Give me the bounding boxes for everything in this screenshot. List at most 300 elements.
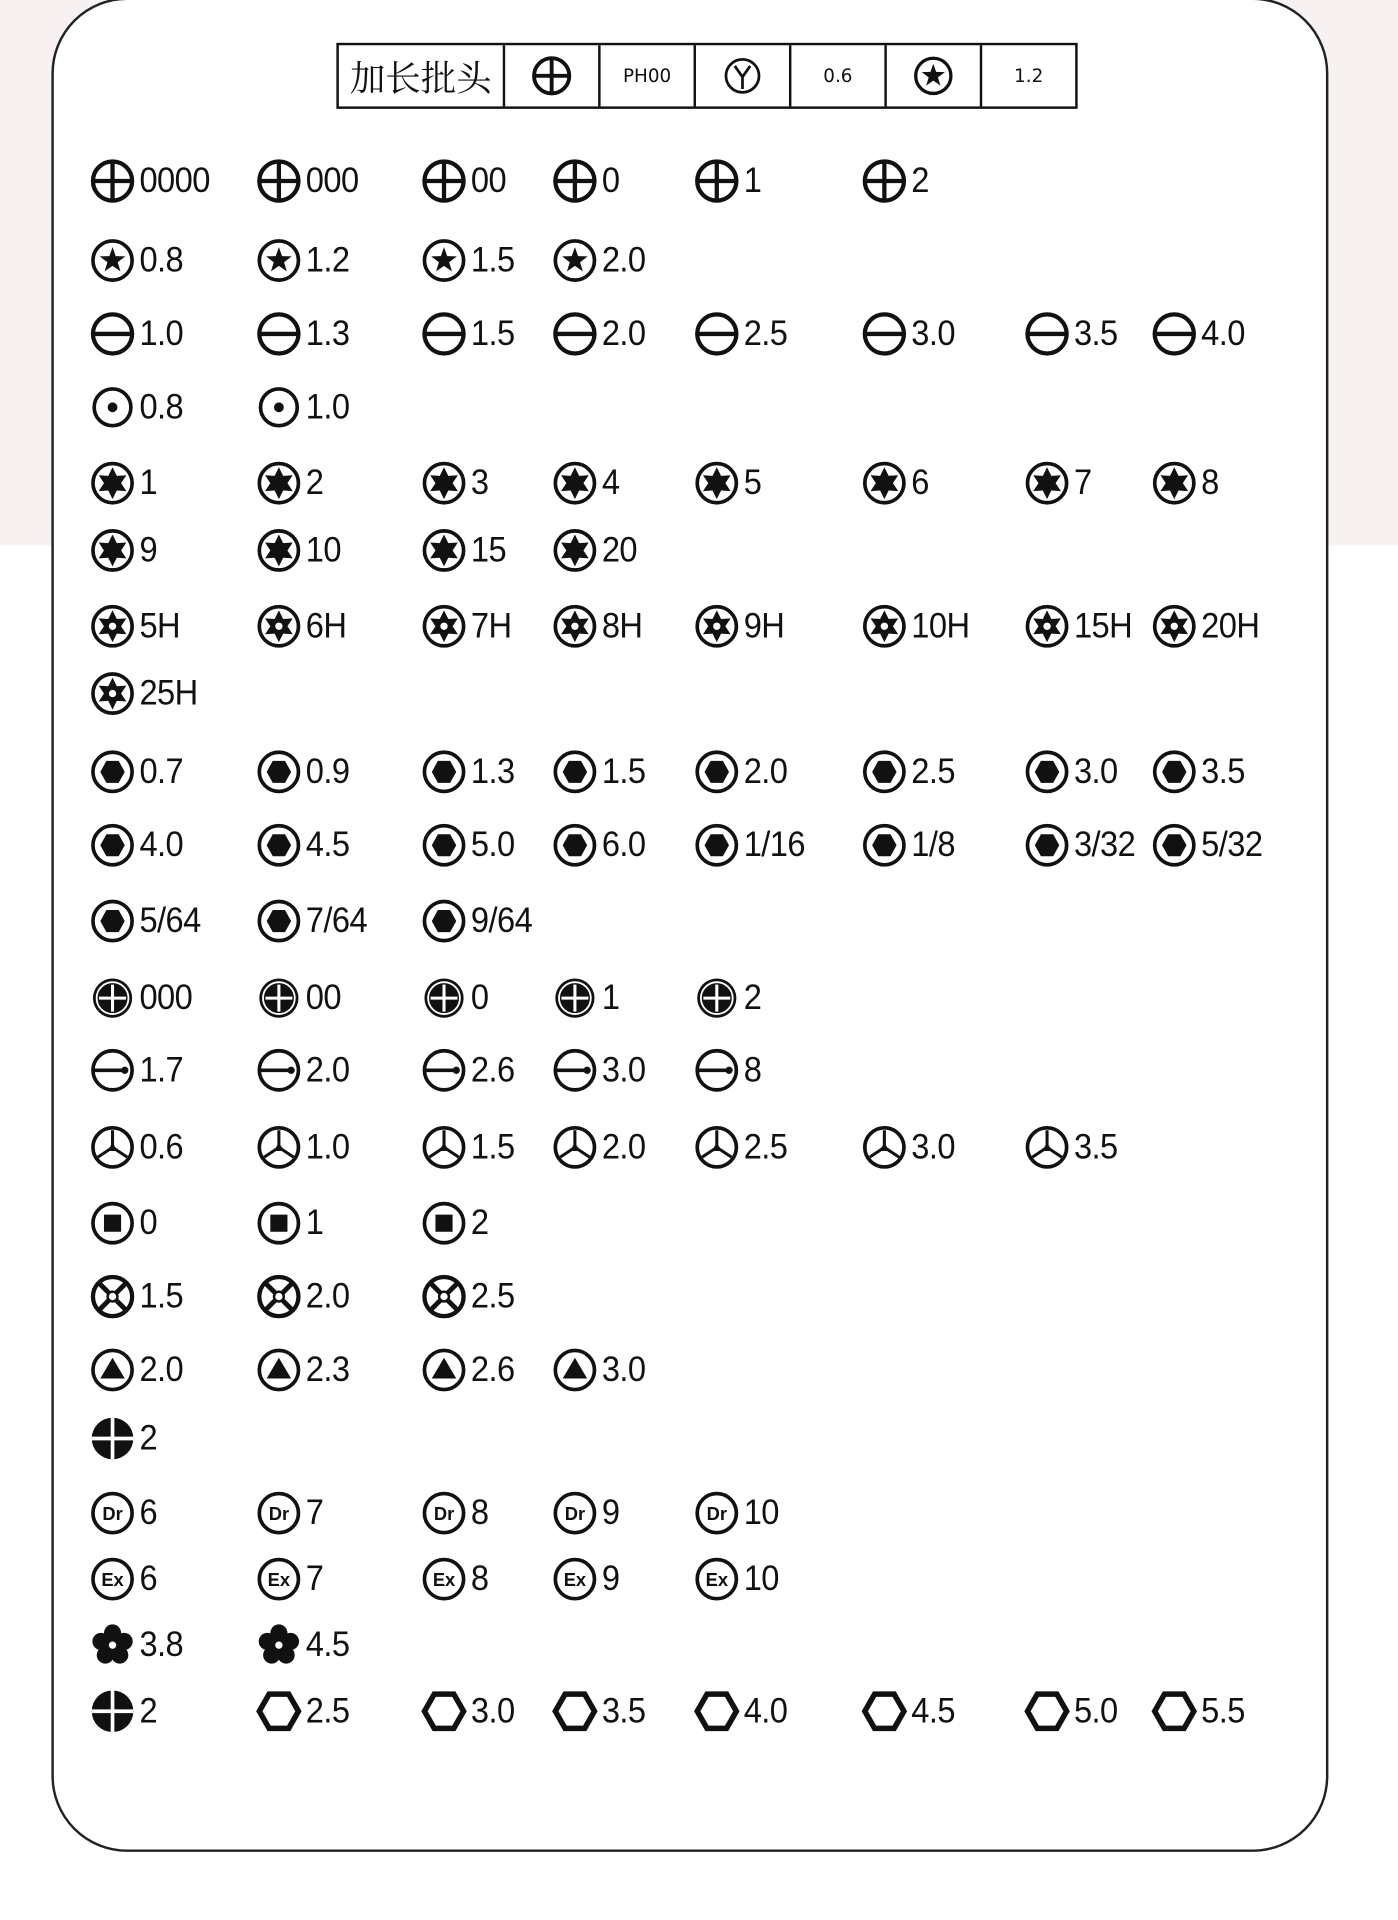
bit-item	[254, 1046, 353, 1095]
bit-item	[420, 1199, 491, 1248]
bit-size-label: 2.0	[601, 313, 646, 353]
oval-dot-icon	[88, 1046, 137, 1095]
bit-size-label: 1	[305, 1203, 324, 1243]
bit-size-label: 5.0	[1073, 1691, 1118, 1731]
bit-item	[550, 974, 621, 1023]
hex-icon	[254, 747, 303, 796]
bit-item	[550, 1555, 621, 1604]
bit-item	[1150, 747, 1249, 796]
torx-hole-icon	[1023, 602, 1072, 651]
bit-item	[88, 1046, 187, 1095]
bit-item	[550, 157, 621, 206]
bit-size-label: 2	[911, 160, 929, 200]
icon-text: Ex	[705, 1568, 729, 1590]
bit-item	[1023, 1687, 1122, 1736]
bit-item	[88, 1687, 159, 1736]
torx-icon	[88, 526, 137, 575]
triangle-icon	[88, 1346, 137, 1395]
bit-item	[254, 459, 325, 508]
bit-item	[254, 602, 350, 651]
bit-item	[88, 1555, 159, 1604]
bit-item	[692, 1046, 763, 1095]
torx-hole-icon	[420, 602, 469, 651]
bit-size-label: 4.5	[305, 825, 350, 865]
bit-size-label: 9	[139, 530, 158, 570]
bit-item	[1150, 821, 1268, 870]
bit-size-label: 0000	[139, 160, 210, 200]
bit-size-label: 3.0	[911, 313, 955, 353]
torx-icon	[550, 459, 599, 508]
icon-text: Dr	[706, 1502, 727, 1524]
torx-icon	[254, 459, 303, 508]
slotted-icon	[254, 309, 303, 358]
bit-size-label: 0	[139, 1203, 158, 1243]
hex-icon	[550, 821, 599, 870]
bit-item	[692, 1123, 791, 1172]
bit-size-label: 9	[601, 1558, 620, 1599]
bit-size-label: 2.0	[601, 240, 646, 280]
bit-size-label: 2.0	[139, 1349, 184, 1389]
y-tip-icon	[696, 45, 791, 106]
torx-hole-icon	[254, 602, 303, 651]
bit-size-label: 2.3	[305, 1349, 350, 1389]
bit-size-label: 5H	[139, 606, 181, 646]
bit-size-label: 1.3	[305, 313, 350, 353]
torx-hole-icon	[88, 669, 137, 718]
bit-size-label: 0.7	[139, 751, 184, 791]
hex-hollow-icon	[420, 1687, 469, 1736]
cross-filled-icon	[692, 974, 741, 1023]
bit-item	[420, 897, 538, 946]
bit-item	[692, 974, 763, 1023]
bit-item	[550, 747, 649, 796]
bit-size-label: 1.7	[139, 1050, 184, 1090]
bit-size-label: 1.5	[470, 1127, 515, 1167]
bit-size-label: 2.0	[601, 1127, 646, 1167]
bit-size-label: 6	[911, 462, 929, 503]
bit-size-label: 2.0	[743, 751, 788, 791]
bit-size-label: 10	[305, 530, 341, 570]
bit-item	[692, 821, 810, 870]
bit-item	[1150, 309, 1249, 358]
bit-item	[88, 526, 159, 575]
bit-size-label: 000	[305, 160, 359, 200]
circle-text-icon	[550, 1555, 599, 1604]
bit-item	[88, 383, 187, 432]
triangle-icon	[550, 1346, 599, 1395]
bit-size-label: 5.5	[1201, 1691, 1245, 1731]
bit-size-label: 5/64	[139, 900, 201, 941]
bit-size-label: 10	[743, 1558, 779, 1599]
hex-icon	[420, 897, 469, 946]
torx-hole-icon	[88, 602, 137, 651]
hex-icon	[254, 897, 303, 946]
hex-hollow-icon	[1023, 1687, 1072, 1736]
bit-item	[550, 1046, 649, 1095]
bit-size-label: 1.0	[305, 387, 350, 427]
square-icon	[254, 1199, 303, 1248]
bit-size-label: 15H	[1073, 606, 1133, 646]
bit-item	[420, 747, 519, 796]
bit-item	[88, 1199, 159, 1248]
hex-hollow-icon	[254, 1687, 303, 1736]
bit-item	[1023, 309, 1122, 358]
bit-size-label: 3	[470, 462, 489, 503]
bit-item	[420, 157, 510, 206]
bit-item	[420, 1272, 519, 1321]
slotted-icon	[1150, 309, 1199, 358]
oval-dot-icon	[254, 1046, 303, 1095]
bit-size-label: 3.5	[1073, 1127, 1118, 1167]
slotted-icon	[420, 309, 469, 358]
star5-icon	[88, 236, 137, 285]
triangle-icon	[420, 1346, 469, 1395]
circle-text-icon	[254, 1555, 303, 1604]
bit-item	[420, 1123, 519, 1172]
bit-size-label: 2.5	[911, 751, 955, 791]
bit-item	[692, 1555, 782, 1604]
phillips-icon	[254, 157, 303, 206]
bit-size-label: 3.5	[601, 1691, 646, 1731]
bit-item	[692, 747, 791, 796]
bit-item	[550, 236, 649, 285]
bit-size-label: 8	[1201, 462, 1219, 503]
bit-item	[1023, 602, 1138, 651]
tri-wing-icon	[254, 1123, 303, 1172]
phillips-icon	[860, 157, 909, 206]
slotted-icon	[1023, 309, 1072, 358]
bit-item	[860, 602, 975, 651]
bit-item	[860, 821, 959, 870]
header-0-6: 0.6	[791, 45, 886, 106]
bit-size-label: 20	[601, 530, 637, 570]
bit-size-label: 5	[743, 462, 762, 503]
bit-size-label: 00	[305, 977, 341, 1018]
torx-icon	[860, 459, 909, 508]
bit-size-label: 8	[470, 1558, 489, 1599]
bit-size-label: 9/64	[470, 900, 533, 941]
bit-size-label: 2	[470, 1203, 489, 1243]
hex-hollow-icon	[860, 1687, 909, 1736]
bit-size-label: 3.5	[1073, 313, 1118, 353]
bit-size-label: 2.6	[470, 1050, 515, 1090]
bit-size-label: 10	[743, 1492, 779, 1533]
x-cross-icon	[254, 1272, 303, 1321]
bit-item	[1150, 459, 1221, 508]
hex-icon	[1150, 821, 1199, 870]
torx-hole-icon	[860, 602, 909, 651]
bit-item	[88, 1621, 187, 1670]
bit-size-label: 0	[470, 977, 489, 1018]
bit-item	[692, 1687, 791, 1736]
bit-size-label: 1	[743, 160, 762, 200]
torx-icon	[88, 459, 137, 508]
bit-size-label: 6	[139, 1558, 158, 1599]
torx-icon	[1023, 459, 1072, 508]
bit-size-label: 6	[139, 1492, 158, 1533]
slotted-icon	[692, 309, 741, 358]
tri-wing-icon	[860, 1123, 909, 1172]
bit-item	[88, 157, 216, 206]
hex-hollow-icon	[1150, 1687, 1199, 1736]
plus-filled-icon	[88, 1414, 137, 1463]
torx-icon	[692, 459, 741, 508]
phillips-icon	[550, 157, 599, 206]
oval-dot-icon	[550, 1046, 599, 1095]
bit-size-label: 2	[139, 1691, 158, 1731]
tri-wing-icon	[1023, 1123, 1072, 1172]
x-cross-icon	[420, 1272, 469, 1321]
bit-size-label: 2.5	[470, 1276, 515, 1316]
bit-item	[692, 157, 763, 206]
hex-icon	[692, 821, 741, 870]
bit-size-label: 4.0	[743, 1691, 788, 1731]
bit-size-label: 8	[470, 1492, 489, 1533]
bit-item	[420, 974, 491, 1023]
hex-hollow-icon	[692, 1687, 741, 1736]
hex-icon	[692, 747, 741, 796]
bit-item	[550, 309, 649, 358]
bit-size-label: 20H	[1201, 606, 1260, 646]
tri-wing-icon	[88, 1123, 137, 1172]
hex-icon	[1023, 821, 1072, 870]
bit-item	[88, 1123, 187, 1172]
bit-size-label: 0.6	[139, 1127, 184, 1167]
bit-size-label: 7H	[470, 606, 512, 646]
hex-icon	[420, 747, 469, 796]
x-cross-icon	[88, 1272, 137, 1321]
torx-icon	[1150, 459, 1199, 508]
bit-item	[254, 1123, 353, 1172]
bit-item	[1023, 747, 1122, 796]
bit-item	[254, 974, 344, 1023]
bit-item	[254, 1272, 353, 1321]
bit-item	[550, 1346, 649, 1395]
phillips-icon	[505, 45, 600, 106]
cross-filled-icon	[88, 974, 137, 1023]
phillips-icon	[692, 157, 741, 206]
bit-size-label: 3.0	[911, 1127, 955, 1167]
bit-item	[254, 1555, 325, 1604]
bit-item	[88, 459, 159, 508]
oval-dot-icon	[420, 1046, 469, 1095]
bit-size-label: 7	[305, 1558, 324, 1599]
plus-filled-icon	[88, 1687, 137, 1736]
tri-wing-icon	[420, 1123, 469, 1172]
bit-item	[860, 1123, 959, 1172]
bit-size-label: 9	[601, 1492, 620, 1533]
dot-icon	[254, 383, 303, 432]
bit-item	[254, 1489, 325, 1538]
bit-size-label: 4.0	[1201, 313, 1245, 353]
cross-filled-icon	[420, 974, 469, 1023]
bit-size-label: 0.8	[139, 387, 184, 427]
torx-icon	[420, 526, 469, 575]
bit-size-label: 8	[743, 1050, 762, 1090]
bit-item	[420, 1687, 519, 1736]
bit-item	[1023, 459, 1094, 508]
bit-item	[692, 602, 788, 651]
bit-item	[420, 459, 491, 508]
slotted-icon	[860, 309, 909, 358]
bit-item	[254, 897, 372, 946]
bit-size-label: 3.8	[139, 1625, 184, 1665]
bit-item	[550, 1123, 649, 1172]
bit-item	[88, 236, 187, 285]
bit-size-label: 3.0	[470, 1691, 515, 1731]
bit-item	[254, 309, 353, 358]
bit-item	[420, 821, 519, 870]
bit-size-label: 1.5	[470, 313, 515, 353]
bit-item	[550, 821, 649, 870]
bit-item	[254, 1346, 353, 1395]
bit-item	[420, 602, 516, 651]
bit-item	[88, 309, 187, 358]
bit-size-label: 2	[305, 462, 324, 503]
phillips-icon	[420, 157, 469, 206]
icon-text: Ex	[563, 1568, 587, 1590]
circle-text-icon	[254, 1489, 303, 1538]
bit-item	[860, 747, 959, 796]
bit-size-label: 1.0	[139, 313, 184, 353]
bit-item	[692, 459, 763, 508]
oval-dot-icon	[692, 1046, 741, 1095]
bit-item	[692, 309, 791, 358]
bit-item	[1023, 1123, 1122, 1172]
bit-item	[88, 1346, 187, 1395]
bit-size-label: 5.0	[470, 825, 515, 865]
circle-text-icon	[420, 1489, 469, 1538]
bit-item	[254, 526, 344, 575]
bit-size-label: 7	[1073, 462, 1092, 503]
circle-text-icon	[692, 1555, 741, 1604]
hex-icon	[1023, 747, 1072, 796]
bit-item	[860, 157, 931, 206]
bit-item	[88, 747, 187, 796]
bit-item	[254, 1621, 353, 1670]
bit-size-label: 4.5	[305, 1625, 350, 1665]
pentalobe-icon	[254, 1621, 303, 1670]
bit-item	[254, 821, 353, 870]
header-ph00: PH00	[601, 45, 696, 106]
slotted-icon	[550, 309, 599, 358]
bit-item	[550, 1489, 621, 1538]
bit-size-label: 2.6	[470, 1349, 515, 1389]
bit-item	[254, 1199, 325, 1248]
bit-size-label: 1.5	[601, 751, 646, 791]
bit-item	[88, 821, 187, 870]
bit-size-label: 7/64	[305, 900, 368, 941]
bit-item	[420, 1489, 491, 1538]
bit-item	[420, 236, 519, 285]
bit-size-label: 2.5	[743, 313, 788, 353]
bit-size-label: 1	[139, 462, 158, 503]
bit-item	[1150, 602, 1265, 651]
bit-item	[88, 602, 184, 651]
bit-item	[88, 669, 203, 718]
icon-text: Dr	[433, 1502, 455, 1524]
bit-size-label: 2	[139, 1418, 158, 1458]
bit-size-label: 1	[601, 977, 620, 1018]
phillips-icon	[88, 157, 137, 206]
bit-size-label: 8H	[601, 606, 643, 646]
torx-hole-icon	[1150, 602, 1199, 651]
star5-icon	[550, 236, 599, 285]
bit-size-label: 00	[470, 160, 507, 200]
bit-size-label: 2.5	[743, 1127, 788, 1167]
icon-text: Ex	[267, 1568, 291, 1590]
bit-size-label: 2.0	[305, 1050, 350, 1090]
icon-text: Ex	[432, 1568, 456, 1590]
bit-size-label: 1.5	[139, 1276, 184, 1316]
slotted-icon	[88, 309, 137, 358]
bit-item	[254, 236, 353, 285]
header-1-2: 1.2	[1014, 64, 1044, 87]
bit-size-label: 6.0	[601, 825, 646, 865]
bit-size-label: 2.0	[305, 1276, 350, 1316]
square-icon	[420, 1199, 469, 1248]
bit-size-label: 1/16	[743, 825, 805, 865]
bit-card	[51, 0, 1328, 1852]
bit-size-label: 000	[139, 977, 193, 1018]
cross-filled-icon	[550, 974, 599, 1023]
bit-size-label: 9H	[743, 606, 785, 646]
tri-wing-icon	[550, 1123, 599, 1172]
hex-icon	[88, 821, 137, 870]
bit-item	[254, 747, 353, 796]
bit-item	[88, 974, 197, 1023]
bit-item	[420, 309, 519, 358]
bit-size-label: 5/32	[1201, 825, 1263, 865]
bit-size-label: 2	[743, 977, 762, 1018]
bit-item	[860, 1687, 959, 1736]
bit-size-label: 0.9	[305, 751, 350, 791]
bit-item	[420, 1555, 491, 1604]
bit-size-label: 0	[601, 160, 620, 200]
circle-text-icon	[88, 1555, 137, 1604]
hex-icon	[420, 821, 469, 870]
torx-icon	[550, 526, 599, 575]
bit-size-label: 4	[601, 462, 620, 503]
icon-text: Dr	[102, 1502, 123, 1524]
star5-icon	[887, 45, 982, 106]
bit-item	[692, 1489, 782, 1538]
bit-item	[1023, 821, 1141, 870]
torx-icon	[254, 526, 303, 575]
bit-item	[88, 1414, 159, 1463]
bit-size-label: 25H	[139, 673, 198, 713]
bit-size-label: 4.5	[911, 1691, 955, 1731]
bit-size-label: 3.0	[601, 1349, 646, 1389]
bit-size-label: 1.3	[470, 751, 515, 791]
bit-size-label: 6H	[305, 606, 347, 646]
hex-icon	[1150, 747, 1199, 796]
bit-item	[254, 383, 353, 432]
hex-icon	[88, 897, 137, 946]
bit-size-label: 3.5	[1201, 751, 1245, 791]
square-icon	[88, 1199, 137, 1248]
bit-item	[550, 1687, 649, 1736]
bit-item	[88, 1489, 159, 1538]
cross-filled-icon	[254, 974, 303, 1023]
circle-text-icon	[88, 1489, 137, 1538]
hex-icon	[550, 747, 599, 796]
bit-item	[420, 1346, 519, 1395]
icon-text: Dr	[564, 1502, 586, 1524]
bit-size-label: 3.0	[601, 1050, 646, 1090]
bit-item	[550, 602, 646, 651]
triangle-icon	[254, 1346, 303, 1395]
